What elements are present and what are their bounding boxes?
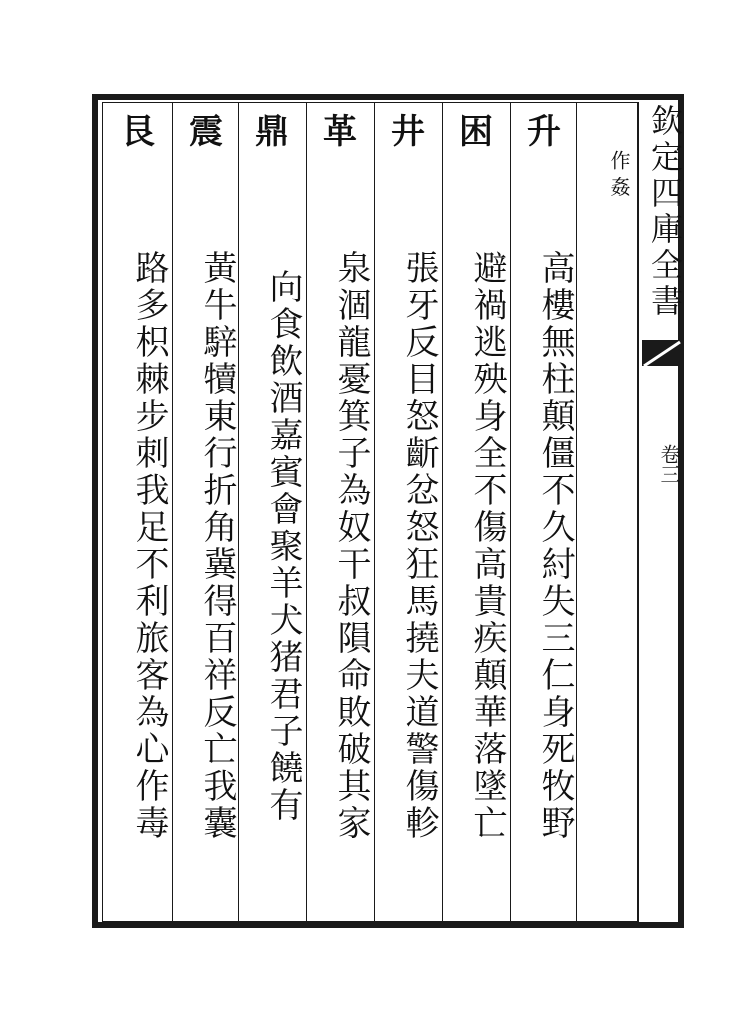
hexagram-name: 鼎 (255, 112, 289, 152)
poem-text: 避禍逃殃身全不傷高貴疾顛華落墜亡 (467, 250, 507, 842)
poem-column (306, 112, 374, 912)
book-title: 欽定四庫全書 (646, 104, 684, 320)
poem-column (374, 112, 442, 912)
poem-text: 路多枳棘步刺我足不利旅客為心作毒 (129, 250, 169, 842)
hexagram-name: 艮 (121, 112, 155, 152)
poem-text: 向食飲酒嘉賓會聚羊犬猪君子饒有 (263, 268, 303, 824)
fishtail-mark-icon (640, 336, 684, 370)
poem-text: 黃牛騂犢東行折角冀得百祥反亡我囊 (197, 250, 237, 842)
hexagram-name: 困 (459, 112, 493, 152)
poem-text: 張牙反目怒齗忿怒狂馬撓夫道警傷軫 (399, 250, 439, 842)
poem-column (238, 112, 306, 912)
poem-column (104, 112, 172, 912)
poem-column (172, 112, 240, 912)
poem-text: 泉涸龍憂箕子為奴干叔隕命敗破其家 (331, 250, 371, 842)
hexagram-name: 井 (391, 112, 425, 152)
poem-column (442, 112, 510, 912)
poem-column (510, 112, 578, 912)
annotation-note: 作 姦 (607, 150, 631, 197)
hexagram-name: 震 (189, 112, 223, 152)
hexagram-name: 升 (527, 112, 561, 152)
poem-text: 高樓無柱顛僵不久紂失三仁身死牧野 (535, 250, 575, 842)
hexagram-name: 革 (323, 112, 357, 152)
volume-label: 卷三 (657, 444, 681, 484)
